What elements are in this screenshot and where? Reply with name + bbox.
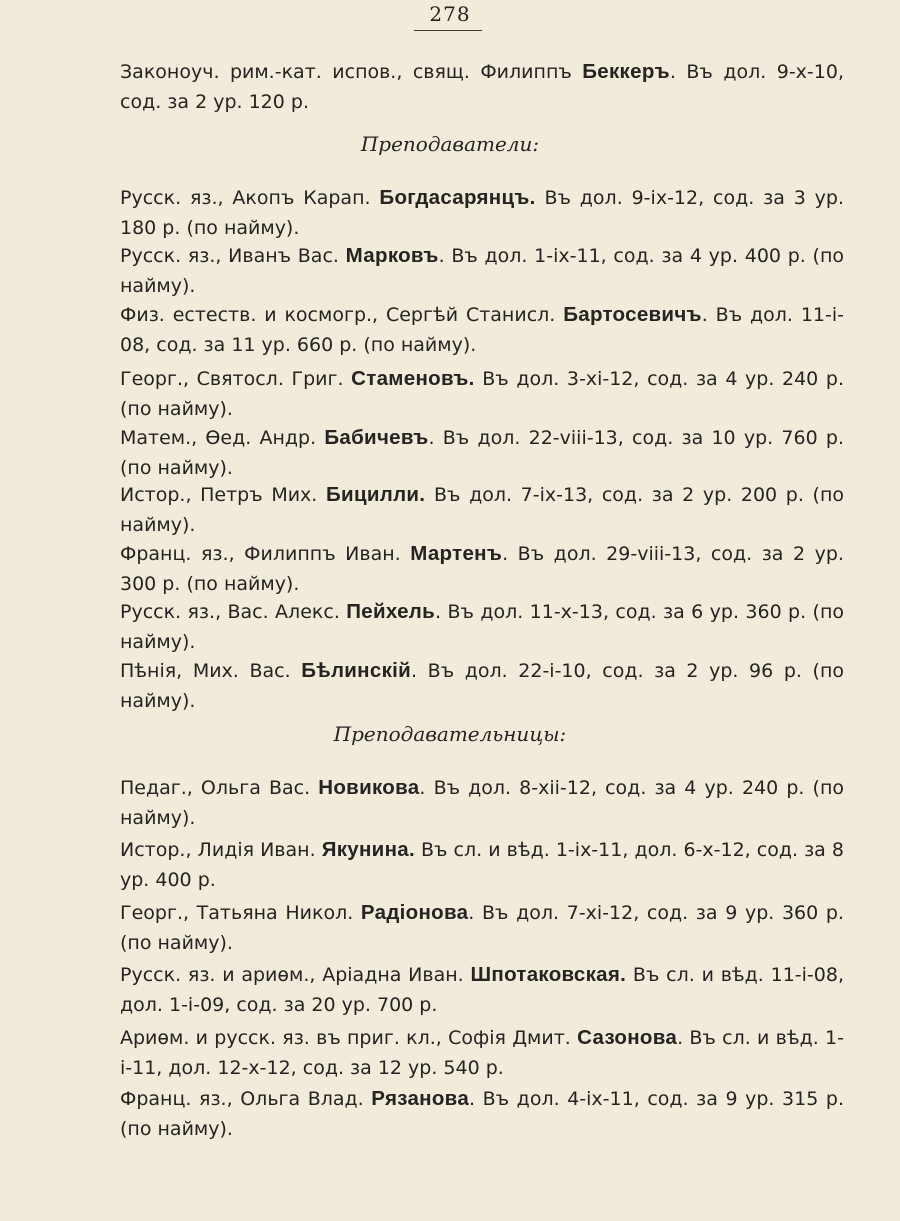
entry-text-pre: Истор., Петръ Мих. — [120, 484, 318, 506]
entry-text-post: . Въ дол. 7-xi-12, сод. за 9 ур. 360 р. (по найму). — [120, 902, 844, 954]
page-number-rule — [414, 30, 482, 31]
teacher-entry — [58, 241, 844, 301]
entry-text-pre: Франц. яз., Филиппъ Иван. — [120, 543, 401, 565]
teacher-entry — [58, 423, 844, 483]
entry-surname: Стаменовъ. — [351, 367, 475, 390]
entry-surname: Шпотаковская. — [470, 963, 627, 986]
entry-text-pre: Русск. яз., Акопъ Карап. — [120, 187, 371, 209]
teacher-entry — [58, 898, 844, 958]
section-heading-teachers: Преподаватели: — [360, 132, 540, 156]
teacher-entry — [58, 1023, 844, 1083]
teacher-entry — [58, 597, 844, 657]
entry-text-post: . Въ дол. 9-х-10, сод. за 2 ур. 120 р. — [120, 61, 844, 113]
entry-text-pre: Законоуч. рим.-кат. испов., свящ. Филиппъ — [120, 61, 572, 83]
entry-text-post: . Въ дол. 22-i-10, сод. за 2 ур. 96 р. (по найму). — [120, 660, 844, 712]
staff-entry-priest — [58, 57, 844, 117]
entry-text-pre: Русск. яз., Вас. Алекс. — [120, 601, 340, 623]
entry-surname: Бабичевъ — [324, 426, 429, 449]
entry-text-pre: Физ. естеств. и космогр., Сергѣй Станисл. — [120, 304, 556, 326]
entry-surname: Радіонова — [360, 901, 469, 924]
teacher-entry — [58, 300, 844, 360]
entry-surname: Бѣлинскій — [301, 659, 412, 682]
entry-surname: Новикова — [318, 776, 420, 799]
entry-text-post: Въ дол. 7-ix-13, сод. за 2 ур. 200 р. (по найму). — [120, 484, 845, 536]
page-number: 278 — [429, 2, 471, 26]
entry-text-pre: Георг., Святосл. Григ. — [120, 368, 344, 390]
entry-text-post: . Въ дол. 29-viii-13, сод. за 2 ур. 300 р. (по найму). — [120, 543, 844, 595]
entry-text-pre: Георг., Татьяна Никол. — [120, 902, 354, 924]
entry-surname: Бартосевичъ — [563, 303, 702, 326]
entry-surname: Рязанова — [371, 1087, 470, 1110]
entry-text-post: Въ сл. и вѣд. 1-ix-11, дол. 6-x-12, сод. за 8 ур. 400 р. — [120, 839, 844, 891]
teacher-entry — [58, 773, 844, 833]
entry-surname: Беккеръ — [582, 60, 670, 83]
entry-text-post: . Въ дол. 1-ix-11, сод. за 4 ур. 400 р. (по найму). — [120, 245, 844, 297]
entry-text-post: . Въ дол. 22-viii-13, сод. за 10 ур. 760 р. (по найму). — [120, 427, 844, 479]
section-heading-women-teachers: Преподавательницы: — [333, 722, 567, 746]
entry-text-post: Въ сл. и вѣд. 11-i-08, дол. 1-i-09, сод. за 20 ур. 700 р. — [120, 964, 844, 1016]
teacher-entry — [58, 480, 844, 540]
teacher-entry — [58, 364, 844, 424]
teacher-entry — [58, 183, 844, 243]
entry-surname: Пейхель — [346, 600, 436, 623]
entry-text-post: . Въ дол. 11-i-08, сод. за 11 ур. 660 р. (по найму). — [120, 304, 844, 356]
entry-text-pre: Русск. яз. и ариѳм., Аріадна Иван. — [120, 964, 464, 986]
entry-text-post: . Въ дол. 8-xii-12, сод. за 4 ур. 240 р. (по найму). — [120, 777, 844, 829]
entry-text-post: Въ дол. 9-ix-12, сод. за 3 ур. 180 р. (по найму). — [120, 187, 844, 239]
teacher-entry — [58, 656, 844, 716]
entry-surname: Мартенъ — [410, 542, 503, 565]
entry-text-pre: Педаг., Ольга Вас. — [120, 777, 311, 799]
entry-surname: Марковъ — [345, 244, 439, 267]
entry-surname: Якунина. — [321, 838, 415, 861]
entry-surname: Богдасарянцъ. — [379, 186, 536, 209]
entry-text-post: . Въ дол. 11-x-13, сод. за 6 ур. 360 р. (по найму). — [120, 601, 844, 653]
entry-text-post: . Въ сл. и вѣд. 1-i-11, дол. 12-x-12, сод. за 12 ур. 540 р. — [120, 1027, 845, 1079]
entry-text-post: . Въ дол. 4-ix-11, сод. за 9 ур. 315 р. (по найму). — [120, 1088, 844, 1140]
entry-text-pre: Русск. яз., Иванъ Вас. — [120, 245, 339, 267]
entry-text-pre: Франц. яз., Ольга Влад. — [120, 1088, 364, 1110]
entry-text-pre: Матем., Ѳед. Андр. — [120, 427, 317, 449]
teacher-entry — [58, 960, 844, 1020]
entry-text-pre: Ариѳм. и русск. яз. въ приг. кл., Софія Дмит. — [120, 1027, 571, 1049]
entry-text-pre: Истор., Лидія Иван. — [120, 839, 316, 861]
teacher-entry — [58, 835, 844, 895]
teacher-entry — [58, 539, 844, 599]
teacher-entry — [58, 1084, 844, 1144]
entry-text-post: Въ дол. 3-xi-12, сод. за 4 ур. 240 р. (по найму). — [120, 368, 844, 420]
entry-surname: Сазонова — [577, 1026, 678, 1049]
entry-surname: Бицилли. — [326, 483, 426, 506]
entry-text-pre: Пѣнія, Мих. Вас. — [120, 660, 291, 682]
